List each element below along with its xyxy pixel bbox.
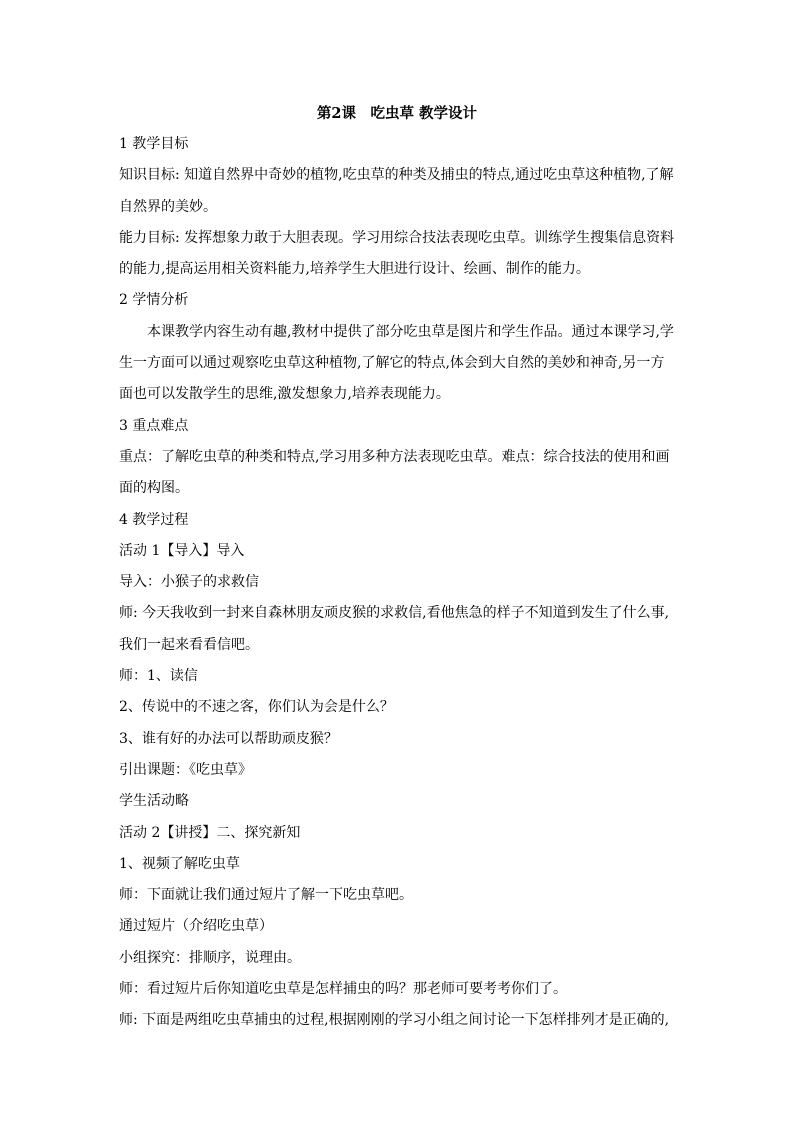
- text-line: 重点：了解吃虫草的种类和特点,学习用多种方法表现吃虫草。难点：综合技法的使用和画: [119, 448, 670, 465]
- text-line: 1、视频了解吃虫草: [119, 855, 240, 872]
- text-line: 活动 1【导入】导入: [119, 542, 245, 559]
- text-line: 师: 今天我收到一封来自森林朋友顽皮猴的求救信,看他焦急的样子不知道到发生了什么事,: [119, 605, 670, 622]
- text-line: 本课教学内容生动有趣,教材中提供了部分吃虫草是图片和学生作品。通过本课学习,学: [147, 323, 674, 340]
- text-line: 1 教学目标: [119, 136, 189, 152]
- text-line: 面的构图。: [119, 480, 189, 497]
- text-line: 生一方面可以通过观察吃虫草这种植物,了解它的特点,体会到大自然的美妙和神奇,另一方: [119, 355, 665, 372]
- text-line: 活动 2【讲授】二、探究新知: [119, 824, 301, 841]
- text-line: 师：1、读信: [119, 668, 198, 685]
- text-line: 4 教学过程: [119, 511, 189, 528]
- text-line: 知识目标: 知道自然界中奇妙的植物,吃虫草的种类及捕虫的特点,通过吃虫草这种植物,了解: [119, 167, 674, 184]
- text-line: 面也可以发散学生的思维,激发想象力,培养表现能力。: [119, 386, 450, 403]
- text-line: 我们一起来看看信吧。: [119, 636, 259, 653]
- text-line: 的能力,提高运用相关资料能力,培养学生大胆进行设计、绘画、制作的能力。: [119, 261, 590, 278]
- document-body: [119, 129, 675, 1037]
- text-line: 通过短片（介绍吃虫草）: [119, 918, 273, 935]
- text-line: 师：下面就让我们通过短片了解一下吃虫草吧。: [119, 887, 413, 904]
- text-line: 师: 下面是两组吃虫草捕虫的过程,根据刚刚的学习小组之间讨论一下怎样排列才是正确的,: [119, 1012, 670, 1029]
- text-line: 学生活动略: [119, 793, 189, 810]
- document-title: 第2课 吃虫草 教学设计: [316, 105, 478, 122]
- text-line: 能力目标: 发挥想象力敢于大胆表现。学习用综合技法表现吃虫草。训练学生搜集信息资料: [119, 229, 675, 246]
- text-line: 3、谁有好的办法可以帮助顽皮猴？: [119, 730, 338, 747]
- text-line: 导入：小猴子的求救信: [119, 574, 259, 591]
- text-line: 小组探究：排顺序，说理由。: [119, 949, 301, 966]
- text-line: 师：看过短片后你知道吃虫草是怎样捕虫的吗？那老师可要考考你们了。: [119, 981, 567, 998]
- document-page: [119, 100, 675, 1037]
- text-line: 2 学情分析: [119, 292, 189, 309]
- text-line: 3 重点难点: [119, 417, 189, 434]
- text-line: 2、传说中的不速之客，你们认为会是什么？: [119, 699, 394, 716]
- text-line: 引出课题：《吃虫草》: [119, 761, 252, 778]
- text-line: 自然界的美妙。: [119, 198, 217, 215]
